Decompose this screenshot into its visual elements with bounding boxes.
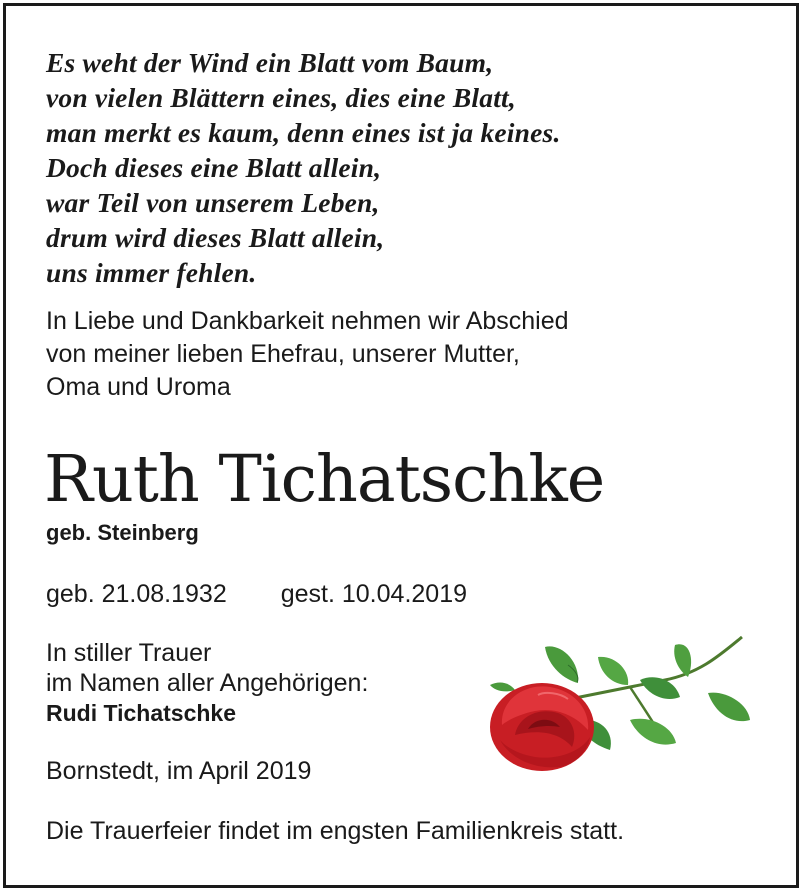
place-date: Bornstedt, im April 2019 [46,757,312,785]
rose-icon [480,625,755,775]
poem-line: von vielen Blättern eines, dies eine Blatt, [46,82,516,113]
poem-line: drum wird dieses Blatt allein, [46,222,385,253]
poem [46,45,561,290]
intro-line: In Liebe und Dankbarkeit nehmen wir Abschied [46,307,569,335]
poem-line: Doch dieses eine Blatt allein, [46,152,382,183]
funeral-note: Die Trauerfeier findet im engsten Familienkreis statt. [46,817,625,845]
intro-line: von meiner lieben Ehefrau, unserer Mutter, [46,340,520,368]
maiden-name: geb. Steinberg [46,520,199,545]
farewell-intro [46,305,569,404]
death-date: gest. 10.04.2019 [280,580,468,608]
birth-date: geb. 21.08.1932 [46,580,227,608]
mourners-block [46,638,368,728]
deceased-name: Ruth Tichatschke [44,442,605,517]
poem-line: uns immer fehlen. [46,257,257,288]
mourning-line: im Namen aller Angehörigen: [46,669,369,697]
signer-name: Rudi Tichatschke [46,700,237,726]
poem-line: Es weht der Wind ein Blatt vom Baum, [46,47,494,78]
poem-line: man merkt es kaum, denn eines ist ja keines. [46,117,561,148]
life-dates [46,578,467,610]
mourning-line: In stiller Trauer [46,639,212,667]
poem-line: war Teil von unserem Leben, [46,187,380,218]
intro-line: Oma und Uroma [46,373,231,401]
